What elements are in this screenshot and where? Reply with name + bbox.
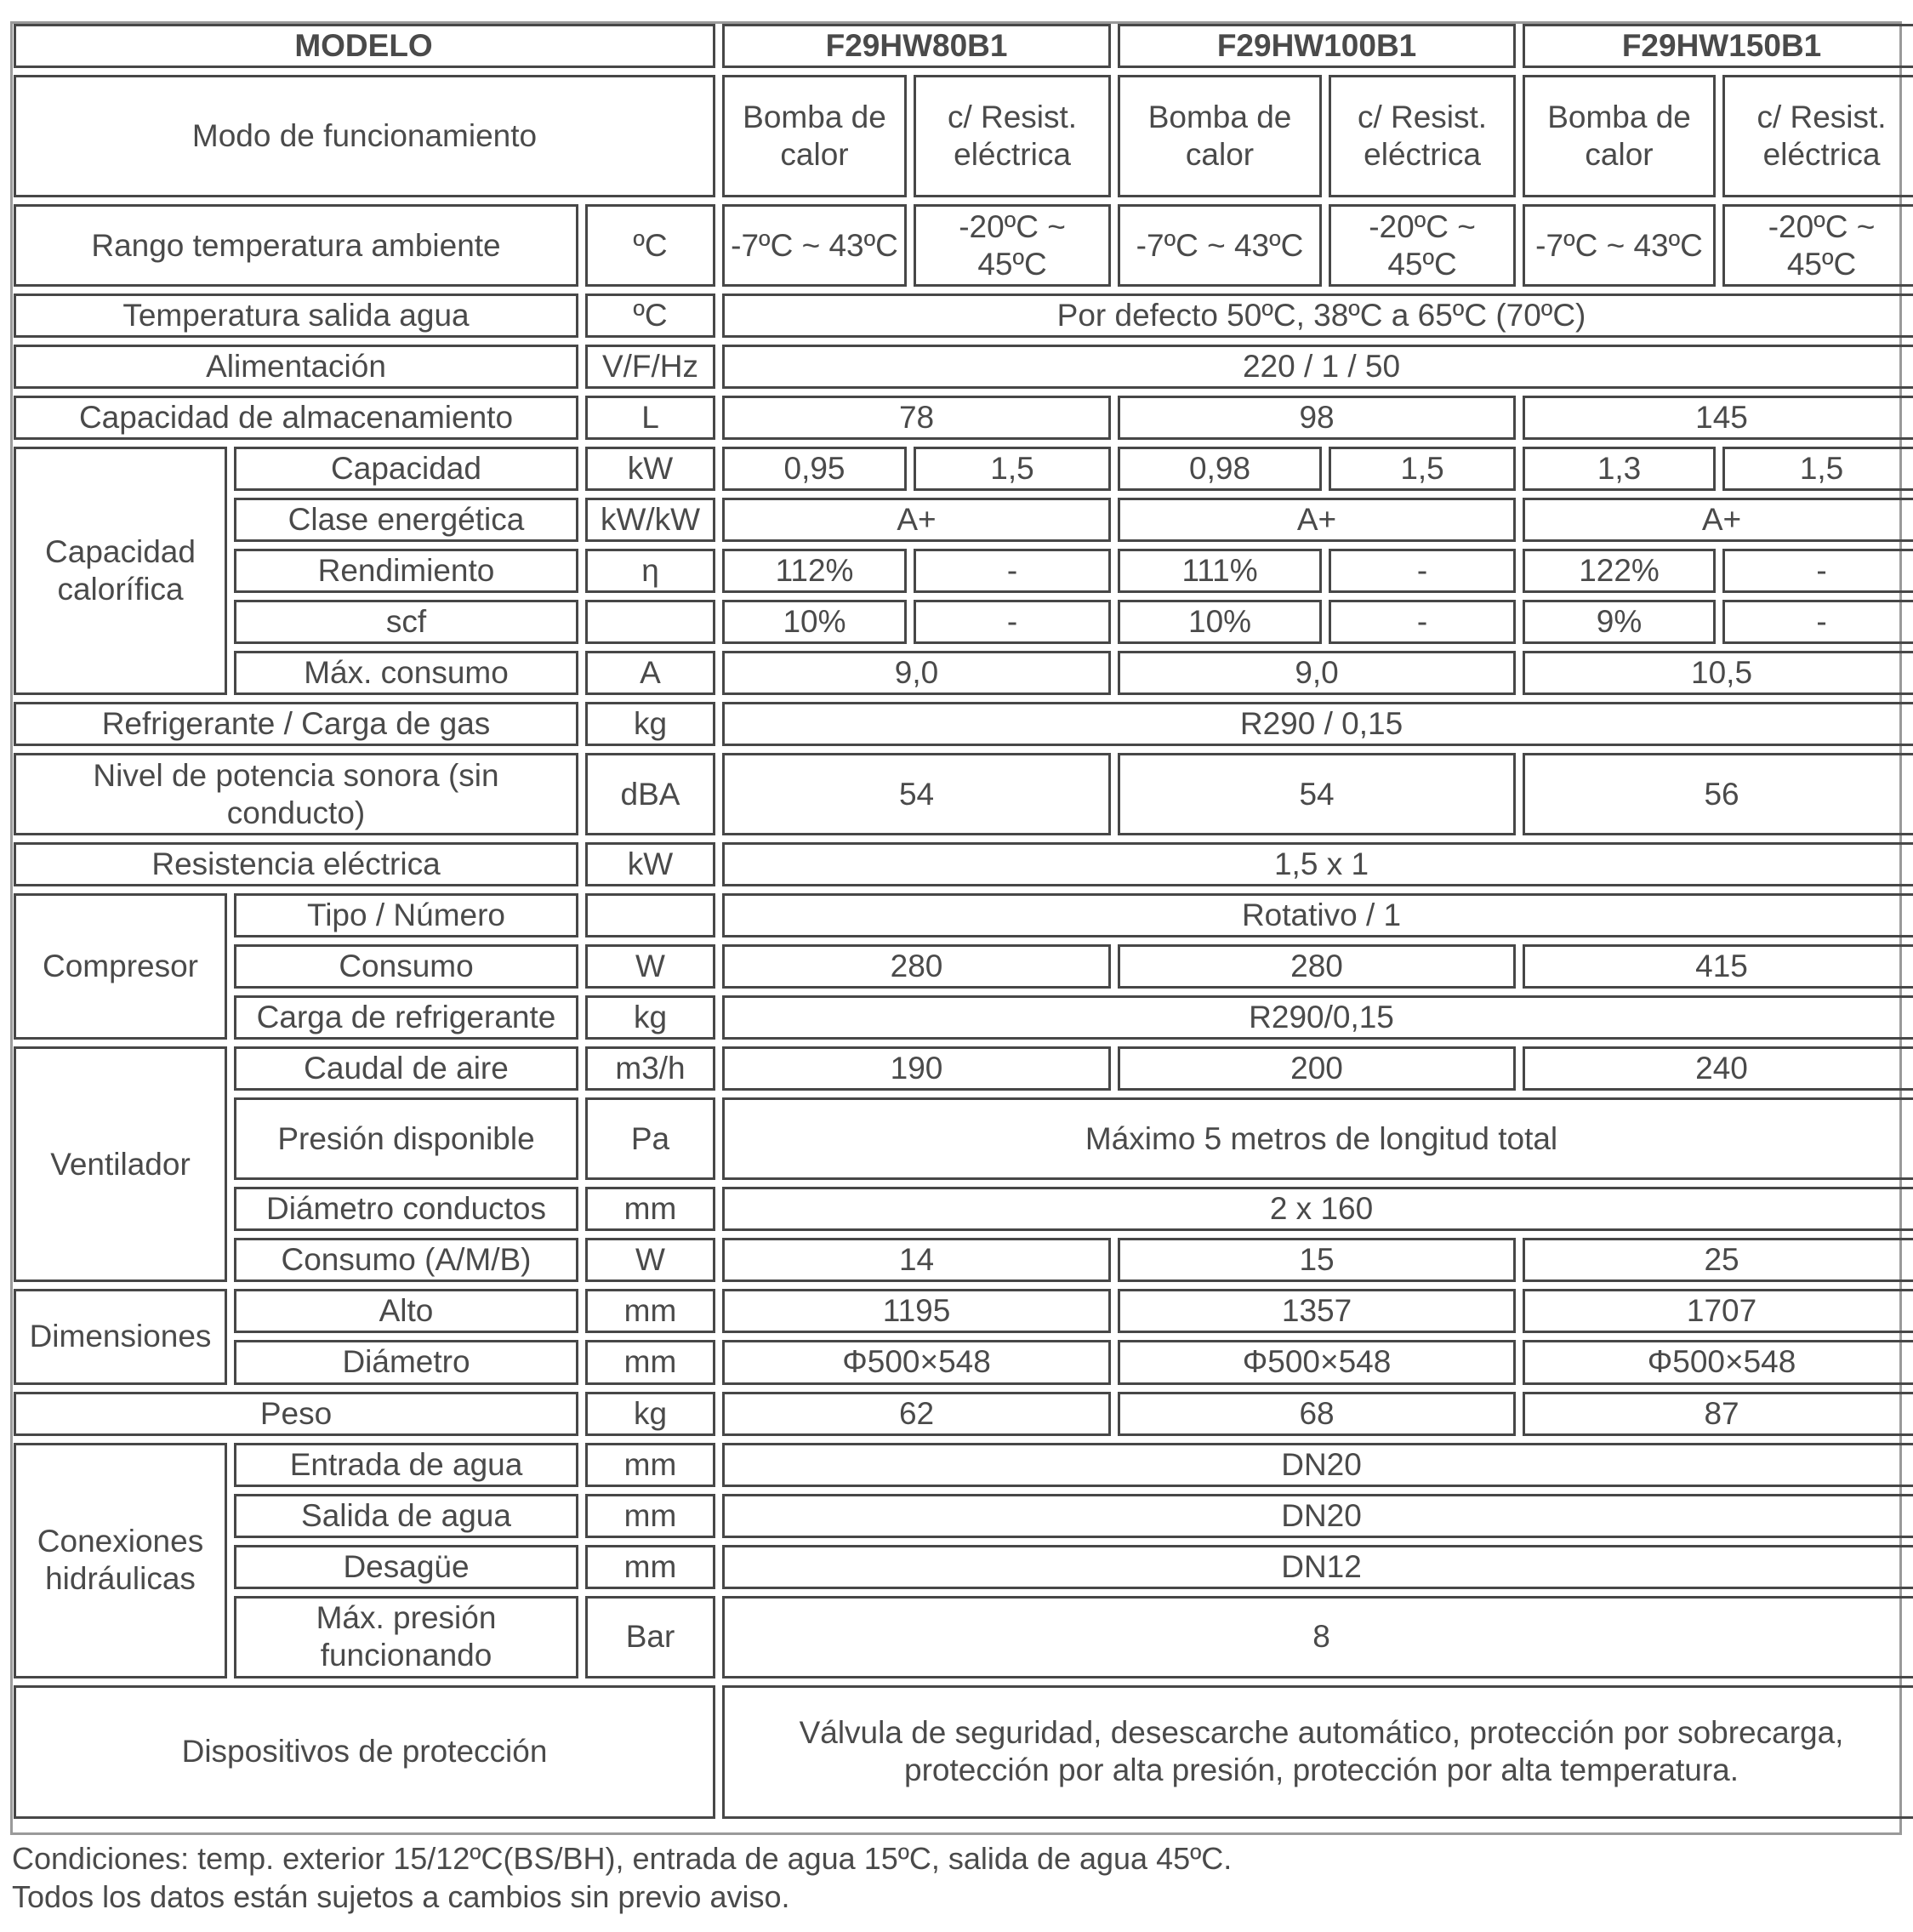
unit-cell: ºC — [585, 204, 715, 287]
table-cell: 87 — [1523, 1392, 1913, 1436]
table-cell: A+ — [1118, 498, 1516, 542]
refrigerant-label: Refrigerante / Carga de gas — [14, 702, 578, 746]
table-cell: -20ºC ~ 45ºC — [914, 204, 1111, 287]
table-cell: Máximo 5 metros de longitud total — [722, 1097, 1913, 1180]
fan-consumption-label: Consumo (A/M/B) — [234, 1238, 578, 1282]
unit-cell: mm — [585, 1187, 715, 1231]
height-label: Alto — [234, 1289, 578, 1333]
table-cell: R290/0,15 — [722, 995, 1913, 1040]
max-consumption-row — [14, 651, 1913, 695]
unit-cell: L — [585, 396, 715, 440]
table-cell: - — [914, 600, 1111, 644]
unit-cell: η — [585, 549, 715, 593]
table-cell: R290 / 0,15 — [722, 702, 1913, 746]
table-cell: - — [1329, 549, 1516, 593]
table-cell: DN12 — [722, 1545, 1913, 1589]
table-cell: 111% — [1118, 549, 1322, 593]
table-cell: DN20 — [722, 1494, 1913, 1538]
unit-cell: dBA — [585, 753, 715, 835]
max-pressure-label: Máx. presión funcionando — [234, 1596, 578, 1678]
table-cell: 190 — [722, 1046, 1111, 1091]
table-cell: -7ºC ~ 43ºC — [1523, 204, 1716, 287]
efficiency-label: Rendimiento — [234, 549, 578, 593]
protection-label: Dispositivos de protección — [14, 1685, 715, 1819]
compressor-charge-row — [14, 995, 1913, 1040]
table-cell: 1195 — [722, 1289, 1111, 1333]
fan-group-label: Ventilador — [14, 1046, 227, 1282]
table-cell: -20ºC ~ 45ºC — [1722, 204, 1913, 287]
mode-label: Modo de funcionamiento — [14, 75, 715, 197]
table-cell: c/ Resist. eléctrica — [914, 75, 1111, 197]
table-cell: 56 — [1523, 753, 1913, 835]
unit-cell: mm — [585, 1545, 715, 1589]
unit-cell: kg — [585, 1392, 715, 1436]
table-cell: 1,5 x 1 — [722, 842, 1913, 886]
drain-label: Desagüe — [234, 1545, 578, 1589]
resistance-label: Resistencia eléctrica — [14, 842, 578, 886]
model-2-name: F29HW100B1 — [1118, 24, 1516, 68]
height-row — [14, 1289, 1913, 1333]
diameter-label: Diámetro — [234, 1340, 578, 1384]
conditions-note: Condiciones: temp. exterior 15/12ºC(BS/BH), entrada de agua 15ºC, salida de agua 45ºC. — [12, 1841, 1233, 1876]
energy-class-label: Clase energética — [234, 498, 578, 542]
table-cell: -7ºC ~ 43ºC — [722, 204, 907, 287]
table-cell: 14 — [722, 1238, 1111, 1282]
table-cell: 415 — [1523, 944, 1913, 989]
table-cell: c/ Resist. eléctrica — [1722, 75, 1913, 197]
table-cell: Bomba de calor — [1118, 75, 1322, 197]
inlet-row — [14, 1443, 1913, 1487]
unit-cell: kW — [585, 447, 715, 491]
dimensions-group-label: Dimensiones — [14, 1289, 227, 1384]
table-cell: 145 — [1523, 396, 1913, 440]
table-cell: - — [1722, 600, 1913, 644]
heating-group-label: Capacidad calorífica — [14, 447, 227, 695]
table-cell: Válvula de seguridad, desescarche automático, protección por sobrecarga, protección por alta presión, protección por alta temperatura. — [722, 1685, 1913, 1819]
table-cell: 10% — [1118, 600, 1322, 644]
table-cell: - — [1329, 600, 1516, 644]
unit-cell: ºC — [585, 294, 715, 338]
table-cell: Φ500×548 — [1523, 1340, 1913, 1384]
heating-capacity-label: Capacidad — [234, 447, 578, 491]
compressor-charge-label: Carga de refrigerante — [234, 995, 578, 1040]
storage-row — [14, 396, 1913, 440]
table-cell: 9,0 — [1118, 651, 1516, 695]
compressor-consumption-row — [14, 944, 1913, 989]
protection-row — [14, 1685, 1913, 1819]
unit-cell — [585, 600, 715, 644]
unit-cell: kW/kW — [585, 498, 715, 542]
table-cell: Φ500×548 — [722, 1340, 1111, 1384]
weight-row — [14, 1392, 1913, 1436]
table-cell: 9,0 — [722, 651, 1111, 695]
weight-label: Peso — [14, 1392, 578, 1436]
unit-cell: V/F/Hz — [585, 345, 715, 389]
compressor-type-label: Tipo / Número — [234, 893, 578, 938]
table-cell: 2 x 160 — [722, 1187, 1913, 1231]
model-label: MODELO — [14, 24, 715, 68]
unit-cell: mm — [585, 1494, 715, 1538]
table-cell: 112% — [722, 549, 907, 593]
efficiency-row — [14, 549, 1913, 593]
table-cell: DN20 — [722, 1443, 1913, 1487]
table-cell: -7ºC ~ 43ºC — [1118, 204, 1322, 287]
table-cell: 9% — [1523, 600, 1716, 644]
table-cell: 1357 — [1118, 1289, 1516, 1333]
table-cell: - — [1722, 549, 1913, 593]
table-cell: 54 — [1118, 753, 1516, 835]
compressor-type-row — [14, 893, 1913, 938]
scf-row — [14, 600, 1913, 644]
unit-cell: Bar — [585, 1596, 715, 1678]
table-cell: 280 — [722, 944, 1111, 989]
table-cell: 98 — [1118, 396, 1516, 440]
power-row — [14, 345, 1913, 389]
table-cell: 1707 — [1523, 1289, 1913, 1333]
diameter-row — [14, 1340, 1913, 1384]
power-label: Alimentación — [14, 345, 578, 389]
table-cell: 25 — [1523, 1238, 1913, 1282]
table-cell: c/ Resist. eléctrica — [1329, 75, 1516, 197]
table-cell: 0,98 — [1118, 447, 1322, 491]
airflow-label: Caudal de aire — [234, 1046, 578, 1091]
table-cell: 15 — [1118, 1238, 1516, 1282]
unit-cell: m3/h — [585, 1046, 715, 1091]
table-cell: A+ — [1523, 498, 1913, 542]
storage-label: Capacidad de almacenamiento — [14, 396, 578, 440]
water-out-row — [14, 294, 1913, 338]
duct-diameter-row — [14, 1187, 1913, 1231]
unit-cell: kW — [585, 842, 715, 886]
table-cell: 280 — [1118, 944, 1516, 989]
max-consumption-label: Máx. consumo — [234, 651, 578, 695]
duct-diameter-label: Diámetro conductos — [234, 1187, 578, 1231]
max-pressure-row — [14, 1596, 1913, 1678]
header-row — [14, 24, 1913, 68]
table-cell: 1,5 — [914, 447, 1111, 491]
ambient-label: Rango temperatura ambiente — [14, 204, 578, 287]
drain-row — [14, 1545, 1913, 1589]
table-cell: Por defecto 50ºC, 38ºC a 65ºC (70ºC) — [722, 294, 1913, 338]
table-cell: 10,5 — [1523, 651, 1913, 695]
pressure-label: Presión disponible — [234, 1097, 578, 1180]
table-cell: 78 — [722, 396, 1111, 440]
pressure-row — [14, 1097, 1913, 1180]
table-cell: 1,3 — [1523, 447, 1716, 491]
compressor-group-label: Compresor — [14, 893, 227, 1040]
table-cell: 8 — [722, 1596, 1913, 1678]
compressor-consumption-label: Consumo — [234, 944, 578, 989]
model-3-name: F29HW150B1 — [1523, 24, 1913, 68]
unit-cell: Pa — [585, 1097, 715, 1180]
unit-cell — [585, 893, 715, 938]
ambient-row — [14, 204, 1913, 287]
table-cell: Rotativo / 1 — [722, 893, 1913, 938]
hydraulic-group-label: Conexiones hidráulicas — [14, 1443, 227, 1678]
table-cell: 68 — [1118, 1392, 1516, 1436]
table-cell: 240 — [1523, 1046, 1913, 1091]
notice-note: Todos los datos están sujetos a cambios sin previo aviso. — [12, 1879, 790, 1914]
table-cell: 10% — [722, 600, 907, 644]
table-cell: 62 — [722, 1392, 1111, 1436]
heating-capacity-row — [14, 447, 1913, 491]
airflow-row — [14, 1046, 1913, 1091]
table-cell: 220 / 1 / 50 — [722, 345, 1913, 389]
unit-cell: kg — [585, 702, 715, 746]
fan-consumption-row — [14, 1238, 1913, 1282]
table-cell: 54 — [722, 753, 1111, 835]
unit-cell: W — [585, 1238, 715, 1282]
table-cell: - — [914, 549, 1111, 593]
water-out-label: Temperatura salida agua — [14, 294, 578, 338]
sound-label: Nivel de potencia sonora (sin conducto) — [14, 753, 578, 835]
outlet-label: Salida de agua — [234, 1494, 578, 1538]
table-cell: 1,5 — [1722, 447, 1913, 491]
unit-cell: mm — [585, 1340, 715, 1384]
energy-class-row — [14, 498, 1913, 542]
table-cell: -20ºC ~ 45ºC — [1329, 204, 1516, 287]
table-cell: 1,5 — [1329, 447, 1516, 491]
model-1-name: F29HW80B1 — [722, 24, 1111, 68]
sound-row — [14, 753, 1913, 835]
unit-cell: mm — [585, 1289, 715, 1333]
inlet-label: Entrada de agua — [234, 1443, 578, 1487]
outlet-row — [14, 1494, 1913, 1538]
table-cell: Φ500×548 — [1118, 1340, 1516, 1384]
unit-cell: W — [585, 944, 715, 989]
table-cell: 200 — [1118, 1046, 1516, 1091]
scf-label: scf — [234, 600, 578, 644]
table-cell: 0,95 — [722, 447, 907, 491]
spec-table — [7, 17, 1913, 1826]
table-cell: A+ — [722, 498, 1111, 542]
mode-row — [14, 75, 1913, 197]
unit-cell: A — [585, 651, 715, 695]
table-cell: 122% — [1523, 549, 1716, 593]
unit-cell: mm — [585, 1443, 715, 1487]
resistance-row — [14, 842, 1913, 886]
table-cell: Bomba de calor — [722, 75, 907, 197]
unit-cell: kg — [585, 995, 715, 1040]
table-cell: Bomba de calor — [1523, 75, 1716, 197]
footnotes — [12, 1839, 1232, 1916]
refrigerant-row — [14, 702, 1913, 746]
